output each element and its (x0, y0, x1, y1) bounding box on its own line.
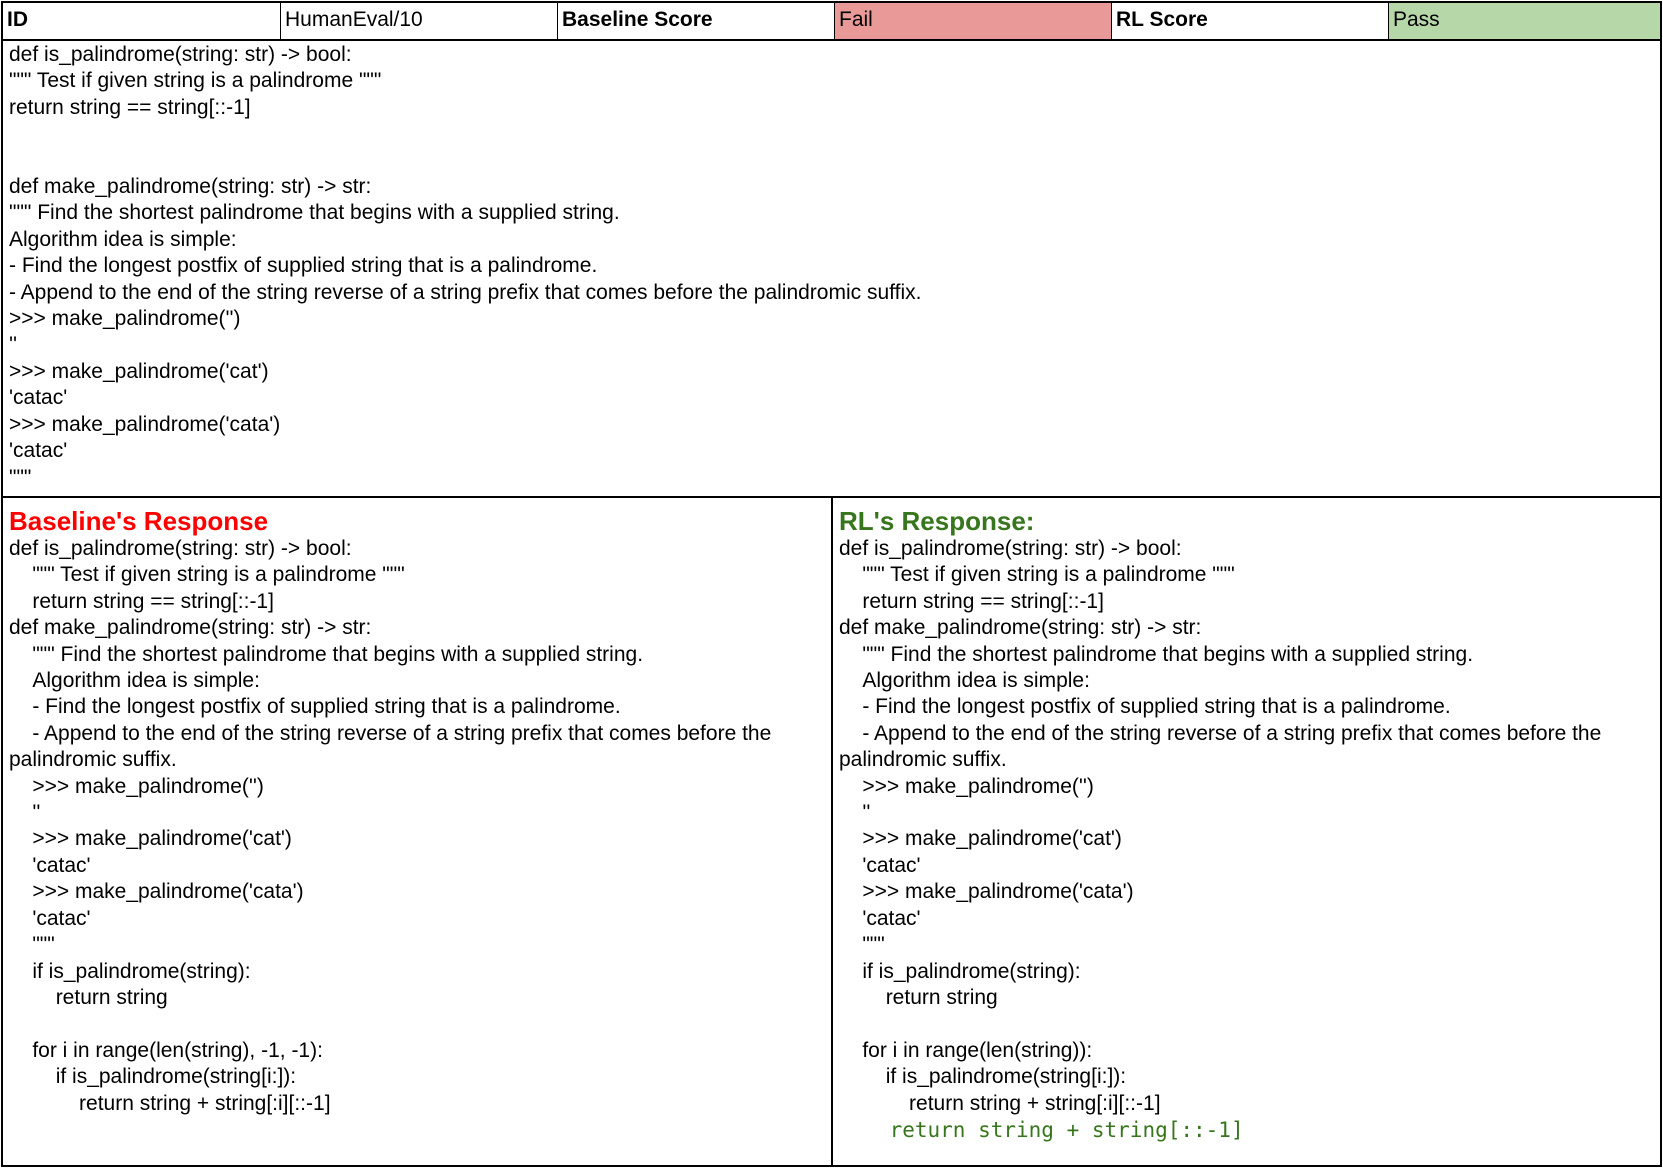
rl-score-value-cell: Pass (1389, 3, 1660, 39)
id-label-cell: ID (3, 3, 281, 39)
id-value-cell: HumanEval/10 (281, 3, 558, 39)
header-row (3, 3, 1660, 41)
rl-response-cell (833, 498, 1660, 1165)
rl-response-code: def is_palindrome(string: str) -> bool: """ Test if given string is a palindrome """ return string == string[::-1] def make_palindrome(string: str) -> str: """ Find the shortest palindrome that begins with a supplied string. Algorithm idea is simple: - Find the longest postfix of supplied string that is a palindrome. - Append to the end of the string reverse of a string prefix that comes before the palindromic suffix. >>> make_palindrome('') '' >>> make_palindrome('cat') 'catac' >>> make_palindrome('cata') 'catac' """ if is_palindrome(string): return string for i in range(len(string)): if is_palindrome(string[i:]): return string + string[:i][::-1] (839, 537, 1602, 1115)
baseline-response-cell (3, 498, 833, 1165)
rl-added-line: return string + string[::-1] (839, 1117, 1244, 1142)
rl-response-title: RL's Response: (839, 506, 1035, 536)
comparison-table (1, 1, 1662, 1167)
baseline-response-code: def is_palindrome(string: str) -> bool: """ Test if given string is a palindrome """ return string == string[::-1] def make_palindrome(string: str) -> str: """ Find the shortest palindrome that begins with a supplied string. Algorithm idea is simple: - Find the longest postfix of supplied string that is a palindrome. - Append to the end of the string reverse of a string prefix that comes before the palindromic suffix. >>> make_palindrome('') '' >>> make_palindrome('cat') 'catac' >>> make_palindrome('cata') 'catac' """ if is_palindrome(string): return string for i in range(len(string), -1, -1): if is_palindrome(string[i:]): return string + string[:i][::-1] (9, 537, 772, 1115)
baseline-response-title: Baseline's Response (9, 506, 269, 536)
prompt-cell (3, 39, 1660, 498)
baseline-score-label-cell: Baseline Score (558, 3, 835, 39)
baseline-score-value-cell: Fail (835, 3, 1112, 39)
rl-score-label-cell: RL Score (1112, 3, 1389, 39)
prompt-code: def is_palindrome(string: str) -> bool: """ Test if given string is a palindrome """ return string == string[::-1] def make_palindrome(string: str) -> str: """ Find the shortest palindrome that begins with a supplied string. Algorithm idea is simple: - Find the longest postfix of supplied string that is a palindrome. - Append to the end of the string reverse of a string prefix that comes before the palindromic suffix. >>> make_palindrome('') '' >>> make_palindrome('cat') 'catac' >>> make_palindrome('cata') 'catac' """ (9, 43, 922, 489)
